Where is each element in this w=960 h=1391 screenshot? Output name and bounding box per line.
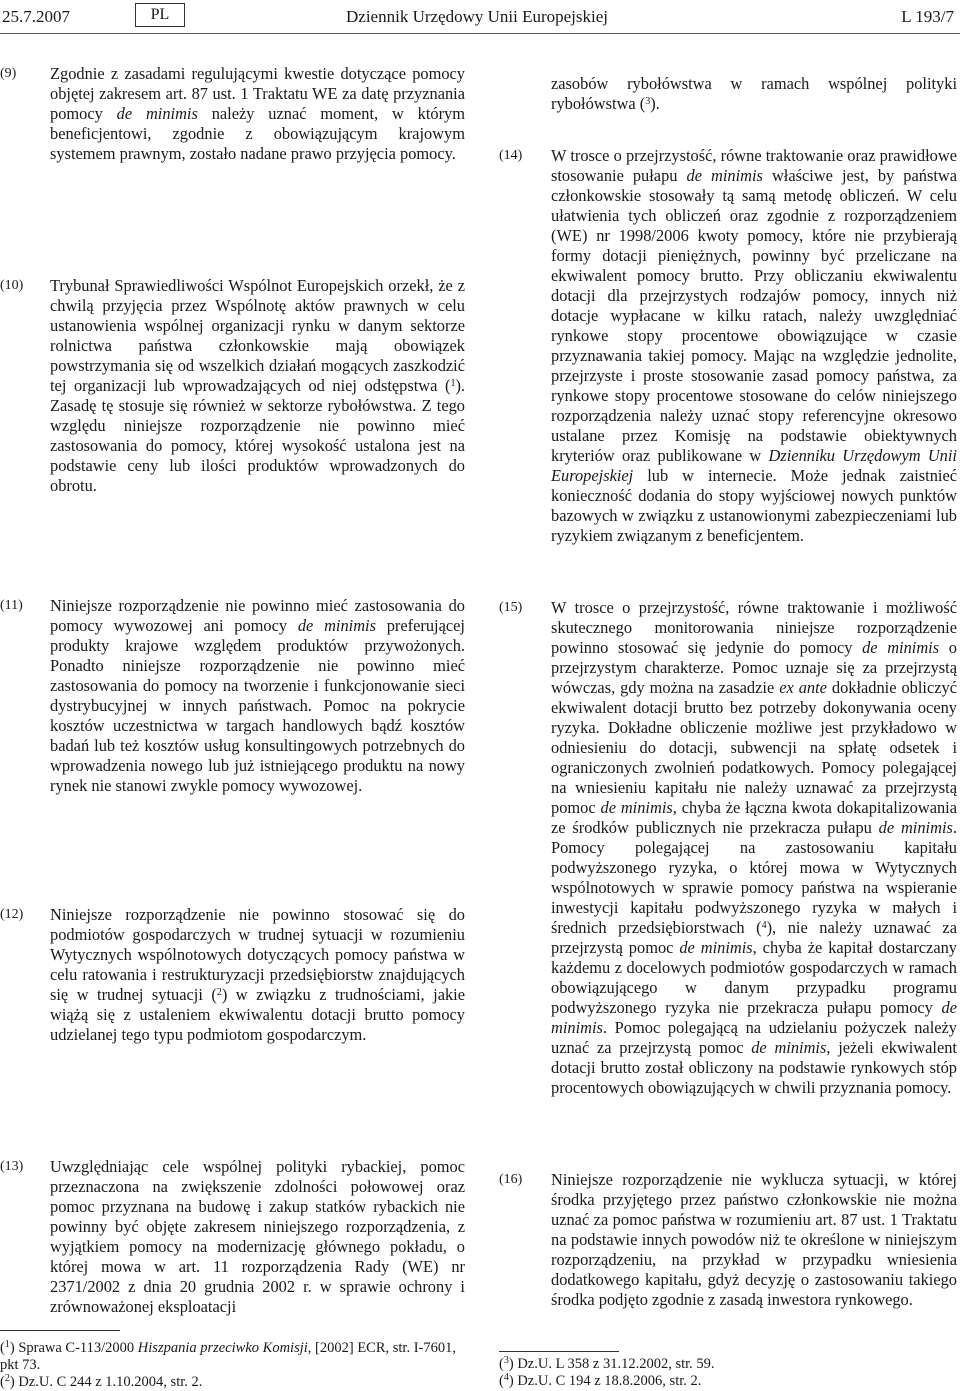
recital-number: (16) [499, 1172, 523, 1187]
recital-number: (12) [0, 907, 24, 922]
recital-number: (9) [0, 66, 17, 81]
footnote-ref[interactable]: 2 [216, 987, 222, 998]
footnote-3: ($^3$) Dz.U. L 358 z 31.12.2002, str. 59. [499, 1355, 715, 1372]
recital-text: W trosce o przejrzystość, równe traktowanie oraz prawidłowe stosowanie pułapu de minimis właściwe jest, by państwa członkowskie stosowały tą samą metodę obliczeń. W celu ułatwienia tych obliczeń oraz zgodnie z rozporządzeniem (WE) nr 1998/2006 kwoty pomocy, które nie przybierają formy dotacji pieniężnych, powinny być przeliczane na ekwiwalent pomocy brutto. Przy obliczaniu ekwiwalentu dotacji dla przejrzystych rodzajów pomocy, innych niż dotacje wypłacane w kilku ratach, należy uwzględniać rynkowe stopy procentowe obowiązujące w czasie przyznawania takiej pomocy. Mając na względzie jednolite, przejrzyste i proste stosowanie zasad pomocy państwa, za rynkowe stopy procentowe stosowane do celów niniejszego rozporządzenia należy uznać stopy referencyjne okresowo ustalane przez Komisję na podstawie obiektywnych kryteriów oraz publikowane w Dzienniku Urzędowym Unii Europejskiej lub w internecie. Może jednak zaistnieć konieczność dodania do stopy wyjściowej nowych punktów bazowych w związku z ustanowionymi zabezpieczeniami lub ryzykiem związanym z beneficjentem. [551, 146, 957, 545]
recital-13-continued [499, 74, 957, 114]
footnote-ref[interactable]: 3 [645, 96, 651, 107]
recital-15 [499, 598, 957, 1098]
publication-date: 25.7.2007 [2, 7, 70, 26]
recital-number: (13) [0, 1159, 24, 1174]
footnote-ref[interactable]: 1 [450, 378, 456, 389]
recital-number: (10) [0, 278, 24, 293]
recital-text: Niniejsze rozporządzenie nie wyklucza sytuacji, w której środka przyjętego przez państwo członkowskie nie można uznać za pomoc państwa w rozumieniu art. 87 ust. 1 Traktatu na podstawie innych powodów niż te określone w niniejszym rozporządzeniu, na przykład w przypadku wniesienia dodatkowego kapitału, gdyż decyzję o zastosowaniu takiego środka podjęto zgodnie z zasadą inwestora rynkowego. [551, 1170, 957, 1309]
footnote-rule [499, 1351, 619, 1352]
recital-16 [499, 1170, 957, 1310]
footnote-ref[interactable]: 4 [761, 920, 767, 931]
footnote-rule [0, 1330, 120, 1331]
recital-10 [0, 276, 465, 496]
journal-header [0, 0, 960, 34]
recital-text: zasobów rybołówstwa w ramach wspólnej polityki rybołówstwa ($^3$). [551, 74, 957, 113]
recital-11 [0, 596, 465, 796]
recital-9 [0, 64, 465, 164]
recital-text: Zgodnie z zasadami regulującymi kwestie dotyczące pomocy objętej zakresem art. 87 ust. 1 Traktatu WE za datę przyznania pomocy de minimis należy uznać moment, w którym beneficjentowi, zgodnie z obowiązującym krajowym systemem prawnym, zostało nadane prawo przyjęcia pomocy. [50, 64, 465, 163]
journal-title: Dziennik Urzędowy Unii Europejskiej [346, 7, 609, 26]
footnote-4: ($^4$) Dz.U. C 194 z 18.8.2006, str. 2. [499, 1372, 702, 1389]
recital-text: W trosce o przejrzystość, równe traktowanie i możliwość skutecznego monitorowania niniejsze rozporządzenie powinno stosować się jedynie do pomocy de minimis o przejrzystym charakterze. Pomoc uznaje się za przejrzystą wówczas, gdy można na zasadzie ex ante dokładnie obliczyć ekwiwalent dotacji brutto bez potrzeby dokonywania oceny ryzyka. Dokładne obliczenie możliwe jest przykładowo w odniesieniu do dotacji, subwencji na spłatę odsetek i ograniczonych zwolnień podatkowych. Pomocy polegającej na wniesieniu kapitału nie należy uznawać za przejrzystą pomoc de minimis, chyba że łączna kwota dokapitalizowania ze środków publicznych nie przekracza pułapu de minimis. Pomocy polegającej na zastosowaniu kapitału podwyższonego ryzyka, o której mowa w Wytycznych wspólnotowych w sprawie pomocy państwa na wspieranie inwestycji kapitału podwyższonego ryzyka w małych i średnich przedsiębiorstwach ($^4$), nie należy uznawać za przejrzystą pomoc de minimis, chyba że kapitał dostarczany każdemu z docelowych podmiotów gospodarczych w ramach obowiązującego w danym przypadku programu podwyższonego ryzyka nie przekracza pułapu pomocy de minimis. Pomoc polegającą na udzielaniu pożyczek należy uznać za przejrzystą pomoc de minimis, jeżeli ekwiwalent dotacji brutto został obliczony na podstawie rynkowych stóp procentowych obowiązujących w chwili przyznania pomocy. [551, 598, 957, 1097]
recital-text: Niniejsze rozporządzenie nie powinno mieć zastosowania do pomocy wywozowej ani pomocy de minimis preferującej produkty krajowe względem produktów przywożonych. Ponadto niniejsze rozporządzenie nie powinno mieć zastosowania do pomocy na tworzenie i funkcjonowanie sieci dystrybucyjnej w innych państwach. Pomoc na pokrycie kosztów uczestnictwa w targach handlowych bądź kosztów badań lub też kosztów usług konsultingowych potrzebnych do wprowadzenia nowego lub już istniejącego produktu na nowy rynek nie stanowi zwykle pomocy wywozowej. [50, 596, 465, 795]
recital-text: Trybunał Sprawiedliwości Wspólnot Europejskich orzekł, że z chwilą przyjęcia przez Wspólnotę aktów prawnych w celu ustanowienia wspólnej organizacji rynku w danym sektorze rolnictwa państwa członkowskie mają obowiązek powstrzymania się od wszelkich działań mogących zaszkodzić tej organizacji lub wprowadzających od niej odstępstwa ($^1$). Zasadę tę stosuje się również w sektorze rybołówstwa. Z tego względu niniejsze rozporządzenie nie powinno mieć zastosowania do pomocy, której wysokość ustalona jest na podstawie ceny lub ilości produktów wprowadzonych do obrotu. [50, 276, 465, 495]
recital-text: Niniejsze rozporządzenie nie powinno stosować się do podmiotów gospodarczych w trudnej sytuacji w rozumieniu Wytycznych wspólnotowych dotyczących pomocy państwa w celu ratowania i restrukturyzacji przedsiębiorstw znajdujących się w trudnej sytuacji ($^2$) w związku z trudnościami, jakie wiążą się z ustaleniem ekwiwalentu dotacji brutto pomocy udzielanej tego typu podmiotom gospodarczym. [50, 905, 465, 1044]
recital-14 [499, 146, 957, 546]
recital-12 [0, 905, 465, 1045]
recital-number: (14) [499, 148, 523, 163]
recital-text: Uwzględniając cele wspólnej polityki rybackiej, pomoc przeznaczona na zwiększenie zdolności połowowej oraz pomoc przyznana na budowę i zakup statków rybackich nie powinny być objęte zakresem niniejszego rozporządzenia, z wyjątkiem pomocy na modernizację głównego pokładu, o której mowa w art. 11 rozporządzenia Rady (WE) nr 2371/2002 z dnia 20 grudnia 2002 r. w sprawie ochrony i zrównoważonej eksploatacji [50, 1157, 465, 1316]
page-reference: L 193/7 [901, 7, 954, 26]
recital-number: (11) [0, 598, 23, 613]
recital-number: (15) [499, 600, 523, 615]
footnote-1: ($^1$) Sprawa C-113/2000 Hiszpania przeciwko Komisji, [2002] ECR, str. I-7601, pkt 73. [0, 1339, 456, 1373]
footnote-2: ($^2$) Dz.U. C 244 z 1.10.2004, str. 2. [0, 1373, 203, 1390]
language-badge: PL [135, 3, 185, 27]
recital-13 [0, 1157, 465, 1317]
header-rule [0, 33, 960, 34]
